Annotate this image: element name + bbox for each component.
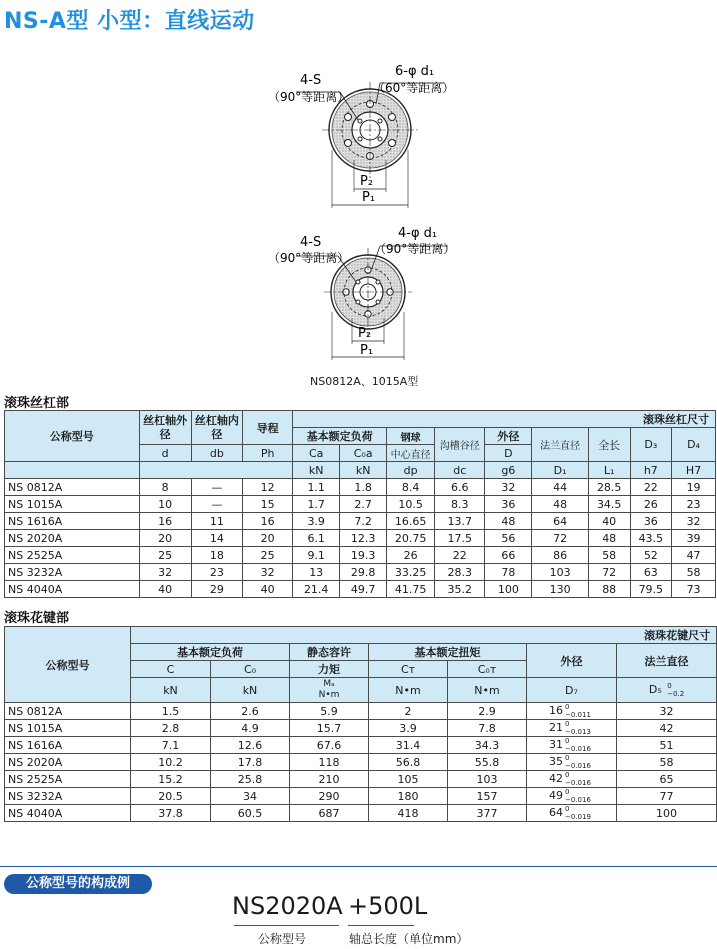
spline-value-cell: 118 [290,754,369,771]
ballscrew-value-cell: 58 [672,564,716,581]
ballscrew-value-cell: 33.25 [387,564,435,581]
example-badge: 公称型号的构成例 [4,874,152,894]
spline-value-cell: 3.9 [369,720,448,737]
spline-value-cell: 105 [369,771,448,788]
diagram2-p1: P₁ [360,343,374,358]
ballscrew-value-cell: 73 [672,581,716,598]
flange-drawing-4-hole [268,226,455,360]
spline-od-tol-upper: 0 [565,720,570,728]
diagram1-d-label: 6-φ d₁ [395,64,435,79]
example-model-underline [234,925,339,926]
spline-value-cell: 15.2 [131,771,211,788]
bs-u-l1: L₁ [588,462,630,479]
spline-value-cell: 56.8 [369,754,448,771]
bs-h-flange: 法兰直径 [532,428,589,462]
spline-od-cell [527,703,617,720]
ballscrew-value-cell: 13 [293,564,340,581]
flange-drawings [0,40,717,390]
diagram1-s-sub: （90°等距离） [268,90,350,104]
ballscrew-value-cell: 12.3 [340,530,387,547]
bs-h-groove: 沟槽谷径 [435,428,485,462]
diagram2-d-sub: （90°等距离） [374,242,456,256]
bs-h-shaft-od: 丝杠轴外径 [139,411,191,445]
spline-value-cell: 103 [448,771,527,788]
ballscrew-value-cell: 6.1 [293,530,340,547]
sp-s-c0: C₀ [211,661,290,678]
ballscrew-value-cell: 26 [387,547,435,564]
spline-value-cell: 377 [448,805,527,822]
ballscrew-value-cell: 19.3 [340,547,387,564]
spline-row [5,805,717,822]
bs-u-dp: dp [387,462,435,479]
spline-value-cell: 34 [211,788,290,805]
sp-h-static: 静态容许 [290,644,369,661]
ballscrew-value-cell: 1.8 [340,479,387,496]
spline-row [5,703,717,720]
sp-u-d7: D₇ [527,678,617,703]
ballscrew-model-cell: NS 2525A [5,547,140,564]
ballscrew-value-cell: 58 [588,547,630,564]
ballscrew-value-cell: 34.5 [588,496,630,513]
bs-h-length: 全长 [588,428,630,462]
spline-od-value: 42 [549,772,563,785]
sp-u-d5: D₅ [648,683,662,696]
sp-s-ma: Mₐ [323,679,335,689]
ballscrew-row [5,530,716,547]
ballscrew-value-cell: 8.4 [387,479,435,496]
spline-od-cell [527,788,617,805]
diagram1-d-sub: （60°等距离） [373,81,455,95]
ballscrew-value-cell: 41.75 [387,581,435,598]
sp-h-model: 公称型号 [5,627,131,703]
sp-u-kn1: kN [131,678,211,703]
spline-od-value: 35 [549,755,563,768]
ballscrew-value-cell: 14 [191,530,242,547]
spline-od-cell [527,771,617,788]
ballscrew-row [5,547,716,564]
sp-h-load: 基本额定负荷 [131,644,290,661]
spline-value-cell: 418 [369,805,448,822]
ballscrew-value-cell: 18 [191,547,242,564]
ballscrew-model-cell: NS 1015A [5,496,140,513]
sp-h-torque: 基本额定扭矩 [369,644,527,661]
spline-od-tol-lower: −0.016 [565,745,591,753]
spline-od-value: 49 [549,789,563,802]
ballscrew-value-cell: 22 [630,479,672,496]
ballscrew-value-cell: 28.3 [435,564,485,581]
ballscrew-value-cell: 40 [243,581,293,598]
ballscrew-table [4,410,716,598]
spline-row [5,771,717,788]
bs-h-d3: D₃ [630,428,672,462]
bs-u-h7: h7 [630,462,672,479]
page-title: NS-A型 小型：直线运动 [4,9,255,34]
ballscrew-value-cell: 29 [191,581,242,598]
bs-h-shaft-id: 丝杠轴内径 [191,411,242,445]
ballscrew-value-cell: 20 [243,530,293,547]
ballscrew-value-cell: 19 [672,479,716,496]
example-suffix-underline [348,925,414,926]
bs-h-ball: 钢球 [387,428,435,445]
spline-value-cell: 2.6 [211,703,290,720]
spline-flange-cell: 77 [617,788,717,805]
ballscrew-value-cell: 23 [672,496,716,513]
bs-u-g6: g6 [485,462,532,479]
bs-h-model: 公称型号 [5,411,140,462]
spline-value-cell: 1.5 [131,703,211,720]
ballscrew-value-cell: 64 [532,513,589,530]
ballscrew-value-cell: 13.7 [435,513,485,530]
ballscrew-value-cell: 29.8 [340,564,387,581]
ballscrew-value-cell: 8.3 [435,496,485,513]
sp-s-c0t: C₀ᴛ [448,661,527,678]
spline-value-cell: 7.1 [131,737,211,754]
flange-drawing-6-hole [268,64,454,208]
bs-u-dc: dc [435,462,485,479]
bs-h-dims: 滚珠丝杠尺寸 [293,411,716,428]
bs-u-kn2: kN [340,462,387,479]
sp-u-nm3: N•m [448,678,527,703]
spline-value-cell: 2.9 [448,703,527,720]
bs-u-d-od: D [485,445,532,462]
ballscrew-value-cell: 44 [532,479,589,496]
ballscrew-value-cell: 48 [485,513,532,530]
ballscrew-model-cell: NS 2020A [5,530,140,547]
sp-u-d5-tol-up: 0 [667,682,672,690]
spline-flange-cell: 58 [617,754,717,771]
sp-h-static2: 力矩 [290,661,369,678]
ballscrew-value-cell: 63 [630,564,672,581]
spline-value-cell: 2.8 [131,720,211,737]
sp-u-nm2: N•m [369,678,448,703]
spline-value-cell: 67.6 [290,737,369,754]
example-label-length: 轴总长度（单位mm） [349,932,469,946]
spline-value-cell: 7.8 [448,720,527,737]
ballscrew-row [5,496,716,513]
diagram1-s-label: 4-S [300,73,322,88]
spline-model-cell: NS 1015A [5,720,131,737]
spline-value-cell: 12.6 [211,737,290,754]
ballscrew-value-cell: 9.1 [293,547,340,564]
ballscrew-value-cell: 32 [139,564,191,581]
diagram2-s-label: 4-S [300,235,322,250]
spline-flange-cell: 51 [617,737,717,754]
spline-flange-cell: 32 [617,703,717,720]
spline-model-cell: NS 4040A [5,805,131,822]
spline-value-cell: 31.4 [369,737,448,754]
ballscrew-value-cell: 10.5 [387,496,435,513]
ballscrew-value-cell: 25 [243,547,293,564]
spline-od-tol-upper: 0 [565,754,570,762]
spline-table [4,626,717,822]
sp-u-d5-tol-lo: −0.2 [667,690,685,698]
spline-model-cell: NS 2525A [5,771,131,788]
spline-od-tol-upper: 0 [565,703,570,711]
diagram2-p2: P₂ [358,326,372,341]
ballscrew-value-cell: 47 [672,547,716,564]
bs-u-kn1: kN [293,462,340,479]
sp-s-ct: Cᴛ [369,661,448,678]
sp-h-dims: 滚珠花键尺寸 [131,627,717,644]
ballscrew-value-cell: 48 [588,530,630,547]
ballscrew-value-cell: 8 [139,479,191,496]
spline-value-cell: 10.2 [131,754,211,771]
example-model: NS2020A [232,892,343,920]
spline-value-cell: 37.8 [131,805,211,822]
spline-model-cell: NS 3232A [5,788,131,805]
spline-value-cell: 180 [369,788,448,805]
bs-h-load: 基本额定负荷 [293,428,387,445]
spline-od-tol-lower: −0.016 [565,796,591,804]
ballscrew-value-cell: 17.5 [435,530,485,547]
ballscrew-value-cell: 40 [139,581,191,598]
spline-value-cell: 60.5 [211,805,290,822]
ballscrew-row [5,479,716,496]
spline-flange-cell: 100 [617,805,717,822]
ballscrew-value-cell: 25 [139,547,191,564]
spline-value-cell: 25.8 [211,771,290,788]
spline-od-tol-lower: −0.016 [565,779,591,787]
bs-u-d1: D₁ [532,462,589,479]
ballscrew-value-cell: 52 [630,547,672,564]
spline-value-cell: 2 [369,703,448,720]
bs-u-db: db [191,445,242,462]
spline-od-value: 16 [549,704,563,717]
ballscrew-value-cell: 103 [532,564,589,581]
ballscrew-value-cell: 32 [485,479,532,496]
ballscrew-value-cell: 11 [191,513,242,530]
spline-od-cell [527,720,617,737]
ballscrew-model-cell: NS 3232A [5,564,140,581]
diagram2-d-label: 4-φ d₁ [398,226,438,241]
spline-od-tol-lower: −0.016 [565,762,591,770]
ballscrew-value-cell: 39 [672,530,716,547]
ballscrew-value-cell: 49.7 [340,581,387,598]
ballscrew-value-cell: 6.6 [435,479,485,496]
ballscrew-value-cell: 23 [191,564,242,581]
spline-value-cell: 34.3 [448,737,527,754]
ballscrew-value-cell: 21.4 [293,581,340,598]
spline-model-cell: NS 1616A [5,737,131,754]
bs-u-H7: H7 [672,462,716,479]
ballscrew-value-cell: 15 [243,496,293,513]
ballscrew-row [5,513,716,530]
ballscrew-value-cell: 86 [532,547,589,564]
ballscrew-value-cell: 56 [485,530,532,547]
ballscrew-model-cell: NS 0812A [5,479,140,496]
ballscrew-value-cell: 40 [588,513,630,530]
ballscrew-value-cell: 72 [532,530,589,547]
spline-section-label: 滚珠花键部 [4,611,70,626]
bs-h-od: 外径 [485,428,532,445]
spline-row [5,788,717,805]
spline-od-tol-upper: 0 [565,771,570,779]
ballscrew-value-cell: — [191,496,242,513]
spline-od-tol-lower: −0.019 [565,813,591,821]
ballscrew-value-cell: 32 [672,513,716,530]
ballscrew-value-cell: 79.5 [630,581,672,598]
spline-od-tol-lower: −0.013 [565,728,591,736]
bs-h-ball-pcd: 中心直径 [387,445,435,462]
bs-u-d: d [139,445,191,462]
spline-value-cell: 55.8 [448,754,527,771]
example-divider [0,866,717,867]
bs-u-ph: Ph [243,445,293,462]
ballscrew-value-cell: 20 [139,530,191,547]
sp-h-od: 外径 [527,644,617,678]
ballscrew-value-cell: 88 [588,581,630,598]
sp-u-kn2: kN [211,678,290,703]
spline-value-cell: 15.7 [290,720,369,737]
spline-value-cell: 687 [290,805,369,822]
bs-s-ca: Ca [293,445,340,462]
ballscrew-value-cell: 10 [139,496,191,513]
diagram2-s-sub: （90°等距离） [268,251,350,265]
ballscrew-value-cell: 7.2 [340,513,387,530]
diagram1-p2: P₂ [360,174,374,189]
ballscrew-section-label: 滚珠丝杠部 [4,396,70,411]
spline-value-cell: 4.9 [211,720,290,737]
spline-od-tol-upper: 0 [565,737,570,745]
spline-flange-cell: 42 [617,720,717,737]
sp-u-nm1: N•m [318,690,340,700]
spline-od-cell [527,754,617,771]
spline-value-cell: 20.5 [131,788,211,805]
ballscrew-value-cell: 28.5 [588,479,630,496]
ballscrew-value-cell: 1.7 [293,496,340,513]
diagram-caption: NS0812A、1015A型 [310,375,419,388]
example-label-model: 公称型号 [258,932,307,946]
spline-od-value: 31 [549,738,563,751]
ballscrew-value-cell: 66 [485,547,532,564]
ballscrew-value-cell: 130 [532,581,589,598]
ballscrew-value-cell: 16 [139,513,191,530]
sp-s-c: C [131,661,211,678]
spline-value-cell: 290 [290,788,369,805]
ballscrew-value-cell: 43.5 [630,530,672,547]
ballscrew-value-cell: 22 [435,547,485,564]
spline-od-cell [527,737,617,754]
ballscrew-value-cell: 72 [588,564,630,581]
ballscrew-value-cell: 48 [532,496,589,513]
sp-h-flange: 法兰直径 [617,644,717,678]
spline-od-value: 21 [549,721,563,734]
ballscrew-row [5,581,716,598]
ballscrew-value-cell: 12 [243,479,293,496]
spline-row [5,737,717,754]
ballscrew-value-cell: 3.9 [293,513,340,530]
ballscrew-row [5,564,716,581]
ballscrew-value-cell: 16 [243,513,293,530]
ballscrew-value-cell: 36 [630,513,672,530]
spline-od-cell [527,805,617,822]
spline-od-value: 64 [549,806,563,819]
spline-od-tol-upper: 0 [565,788,570,796]
spline-row [5,720,717,737]
spline-model-cell: NS 0812A [5,703,131,720]
ballscrew-value-cell: 16.65 [387,513,435,530]
spline-value-cell: 157 [448,788,527,805]
bs-s-c0a: C₀a [340,445,387,462]
ballscrew-value-cell: 2.7 [340,496,387,513]
ballscrew-value-cell: 100 [485,581,532,598]
spline-od-tol-upper: 0 [565,805,570,813]
diagram1-p1: P₁ [362,190,376,205]
bs-h-d4: D₄ [672,428,716,462]
ballscrew-value-cell: 36 [485,496,532,513]
ballscrew-model-cell: NS 1616A [5,513,140,530]
example-suffix: +500L [348,892,428,920]
ballscrew-value-cell: 1.1 [293,479,340,496]
ballscrew-model-cell: NS 4040A [5,581,140,598]
ballscrew-value-cell: 20.75 [387,530,435,547]
ballscrew-value-cell: 26 [630,496,672,513]
spline-row [5,754,717,771]
ballscrew-value-cell: 35.2 [435,581,485,598]
spline-value-cell: 17.8 [211,754,290,771]
ballscrew-value-cell: — [191,479,242,496]
spline-flange-cell: 65 [617,771,717,788]
spline-value-cell: 210 [290,771,369,788]
spline-model-cell: NS 2020A [5,754,131,771]
ballscrew-value-cell: 78 [485,564,532,581]
ballscrew-value-cell: 32 [243,564,293,581]
spline-value-cell: 5.9 [290,703,369,720]
spline-od-tol-lower: −0.011 [565,711,591,719]
bs-h-lead: 导程 [243,411,293,445]
